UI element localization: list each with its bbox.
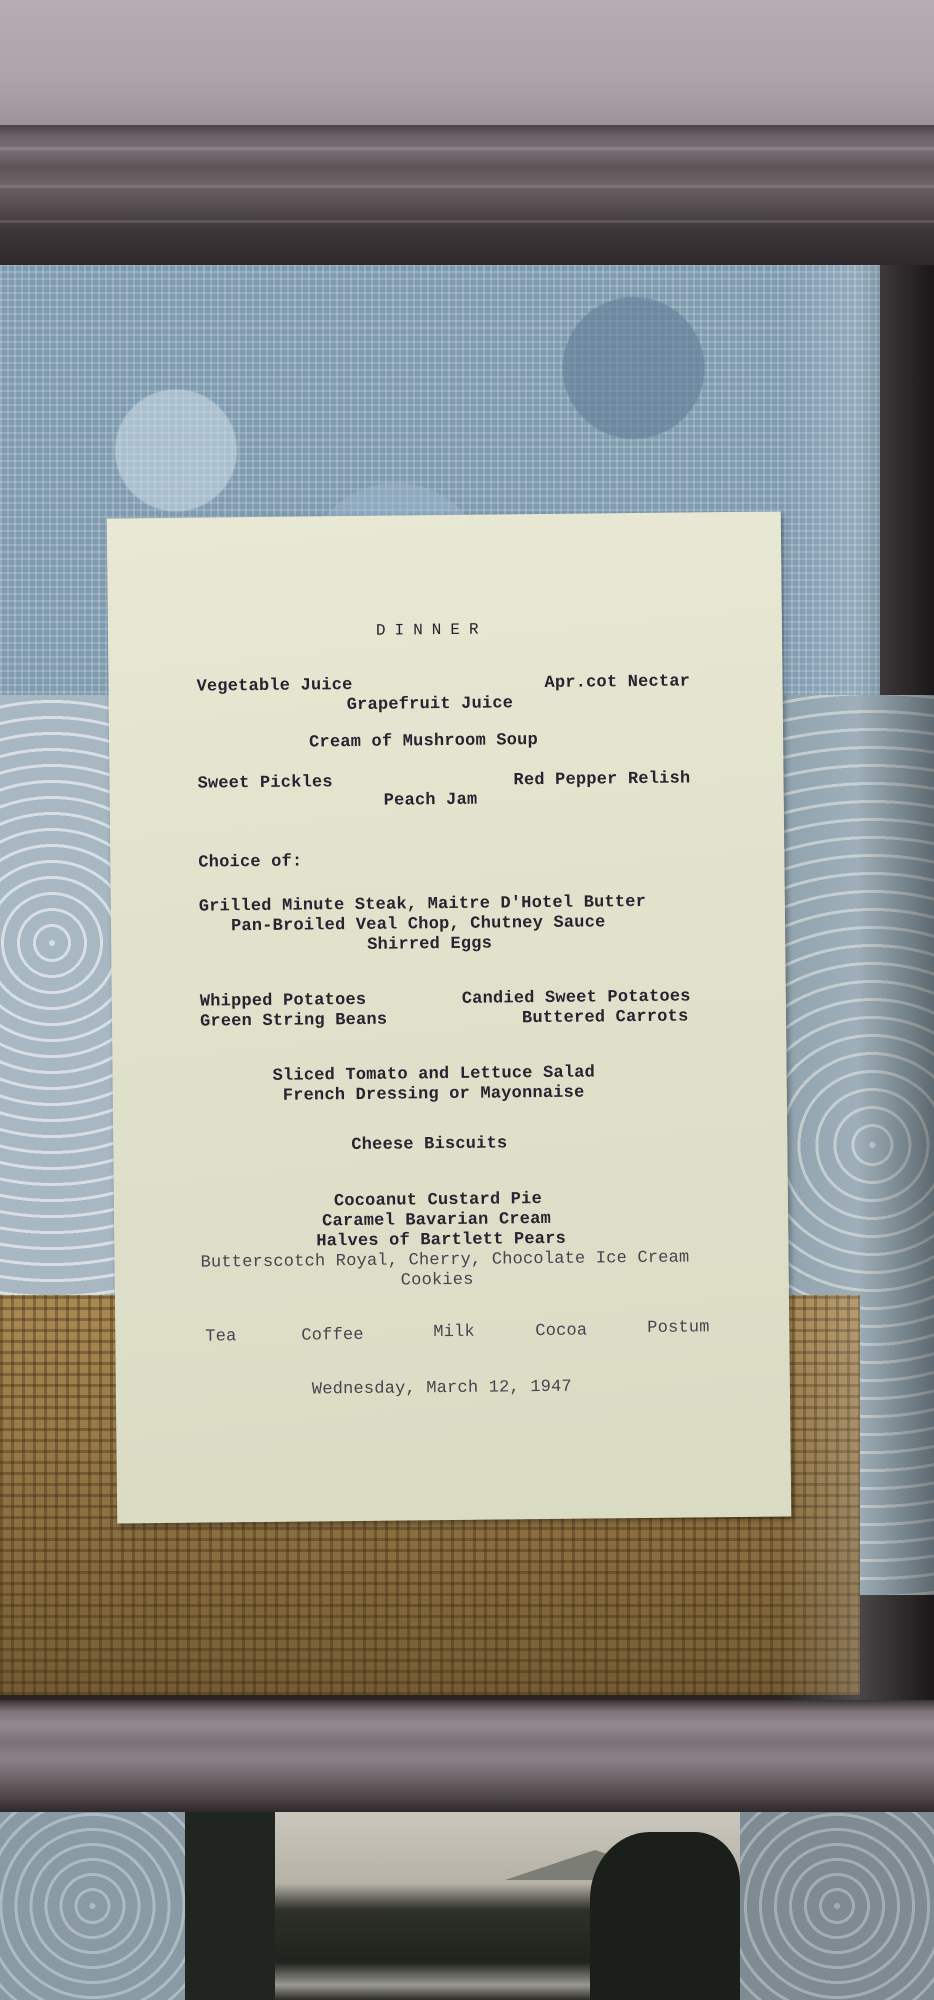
juice-center: Grapefruit Juice — [346, 694, 514, 716]
relish-right: Red Pepper Relish — [513, 769, 691, 791]
juice-left: Vegetable Juice — [196, 675, 353, 697]
beverage-coffee: Coffee — [301, 1325, 364, 1346]
molding-ridge — [0, 147, 934, 150]
dessert-2: Caramel Bavarian Cream — [322, 1209, 552, 1232]
trees-right — [590, 1832, 740, 2000]
trees-left — [185, 1812, 275, 2000]
entree-2: Pan-Broiled Veal Chop, Chutney Sauce — [230, 913, 606, 937]
lower-frame-panel — [0, 1812, 934, 2000]
side-right-1: Candied Sweet Potatoes — [461, 987, 691, 1009]
beverage-milk: Milk — [433, 1322, 476, 1343]
landscape-photo — [185, 1812, 740, 2000]
dessert-4: Butterscotch Royal, Cherry, Chocolate Ice Cream — [200, 1248, 690, 1273]
beverage-cocoa: Cocoa — [535, 1321, 588, 1342]
menu-card — [107, 511, 791, 1523]
molding-ridge — [0, 220, 934, 223]
lace-panel-left — [0, 1812, 185, 2000]
dessert-3: Halves of Bartlett Pears — [316, 1229, 567, 1252]
side-left-2: Green String Beans — [199, 1010, 388, 1032]
glass-glare — [780, 265, 934, 1705]
relish-center: Peach Jam — [383, 790, 478, 811]
choice-heading: Choice of: — [198, 852, 303, 873]
molding-ridge — [0, 185, 934, 188]
frame-top-molding — [0, 125, 934, 265]
beverage-tea: Tea — [205, 1327, 237, 1347]
dessert-5: Cookies — [400, 1270, 474, 1291]
beverage-postum: Postum — [647, 1318, 710, 1338]
menu-title: DINNER — [375, 620, 488, 640]
wall — [0, 0, 934, 128]
menu-date: Wednesday, March 12, 1947 — [311, 1377, 573, 1400]
entree-3: Shirred Eggs — [367, 934, 493, 955]
entree-1: Grilled Minute Steak, Maitre D'Hotel Butter — [198, 892, 647, 917]
frame-bottom-molding — [0, 1700, 934, 1812]
lace-panel-right — [740, 1812, 934, 2000]
side-right-2: Buttered Carrots — [521, 1007, 689, 1029]
juice-right: Apr.cot Nectar — [544, 672, 691, 693]
salad-line-2: French Dressing or Mayonnaise — [282, 1083, 585, 1106]
dessert-1: Cocoanut Custard Pie — [333, 1190, 543, 1212]
salad-line-1: Sliced Tomato and Lettuce Salad — [272, 1063, 596, 1086]
side-left-1: Whipped Potatoes — [199, 990, 367, 1012]
relish-left: Sweet Pickles — [197, 773, 333, 794]
soup: Cream of Mushroom Soup — [309, 731, 539, 753]
bread: Cheese Biscuits — [351, 1134, 508, 1156]
